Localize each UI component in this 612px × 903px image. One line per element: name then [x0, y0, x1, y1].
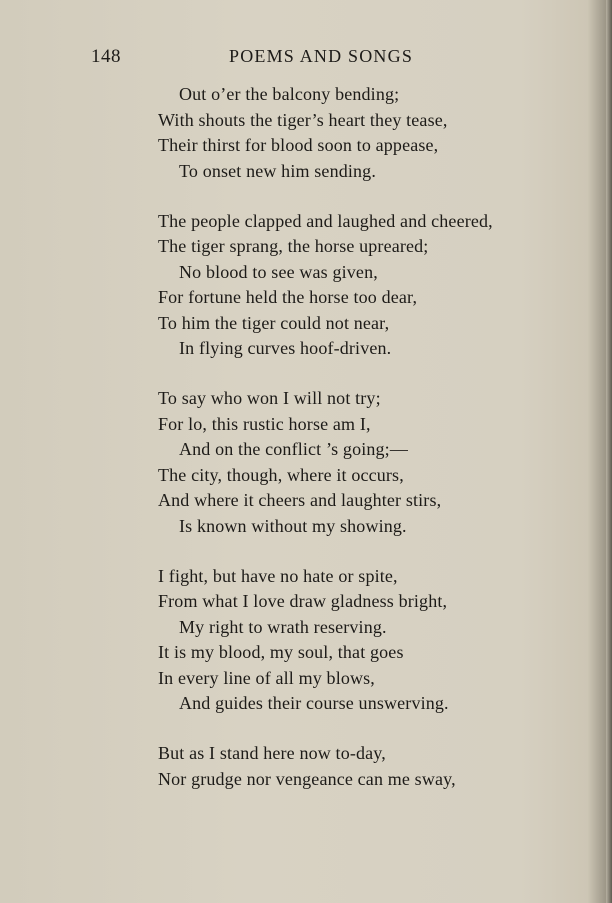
stanza	[158, 209, 598, 362]
running-title: POEMS AND SONGS	[229, 46, 414, 66]
poem-line: Is known without my showing.	[179, 515, 407, 536]
poem-line: No blood to see was given,	[179, 261, 378, 282]
poem-line: Out o’er the balcony bending;	[179, 84, 400, 104]
poem-line: I fight, but have no hate or spite,	[158, 565, 398, 586]
poem-line: To say who won I will not try;	[158, 388, 381, 408]
page-number: 148	[91, 46, 121, 67]
poem-line: In every line of all my blows,	[158, 667, 375, 688]
poem-line: The tiger sprang, the horse upreared;	[158, 236, 429, 256]
poem-body	[158, 82, 598, 817]
poem-line: The people clapped and laughed and cheered,	[158, 210, 493, 231]
stanza	[158, 564, 598, 717]
stanza	[158, 386, 598, 539]
poem-line: And on the conflict ’s going;—	[179, 439, 408, 459]
poem-line: With shouts the tiger’s heart they tease,	[158, 109, 448, 130]
poem-line: From what I love draw gladness bright,	[158, 591, 448, 611]
poem-line: The city, though, where it occurs,	[158, 464, 404, 485]
poem-line: For lo, this rustic horse am I,	[158, 413, 371, 434]
poem-line: In flying curves hoof-driven.	[179, 338, 392, 358]
poem-line: Nor grudge nor vengeance can me sway,	[158, 768, 456, 789]
poem-line: Their thirst for blood soon to appease,	[158, 135, 439, 155]
stanza	[158, 82, 598, 184]
poem-line: And guides their course unswerving.	[179, 693, 449, 713]
poem-line: My right to wrath reserving.	[179, 616, 387, 637]
running-head	[0, 46, 612, 72]
poem-line: For fortune held the horse too dear,	[158, 287, 418, 307]
poem-line: To onset new him sending.	[179, 160, 376, 181]
poem-line: But as I stand here now to-day,	[158, 743, 386, 763]
stanza	[158, 741, 598, 792]
page-edge	[606, 0, 612, 903]
poem-line: And where it cheers and laughter stirs,	[158, 490, 442, 510]
poem-line: It is my blood, my soul, that goes	[158, 642, 404, 662]
poem-line: To him the tiger could not near,	[158, 312, 390, 333]
